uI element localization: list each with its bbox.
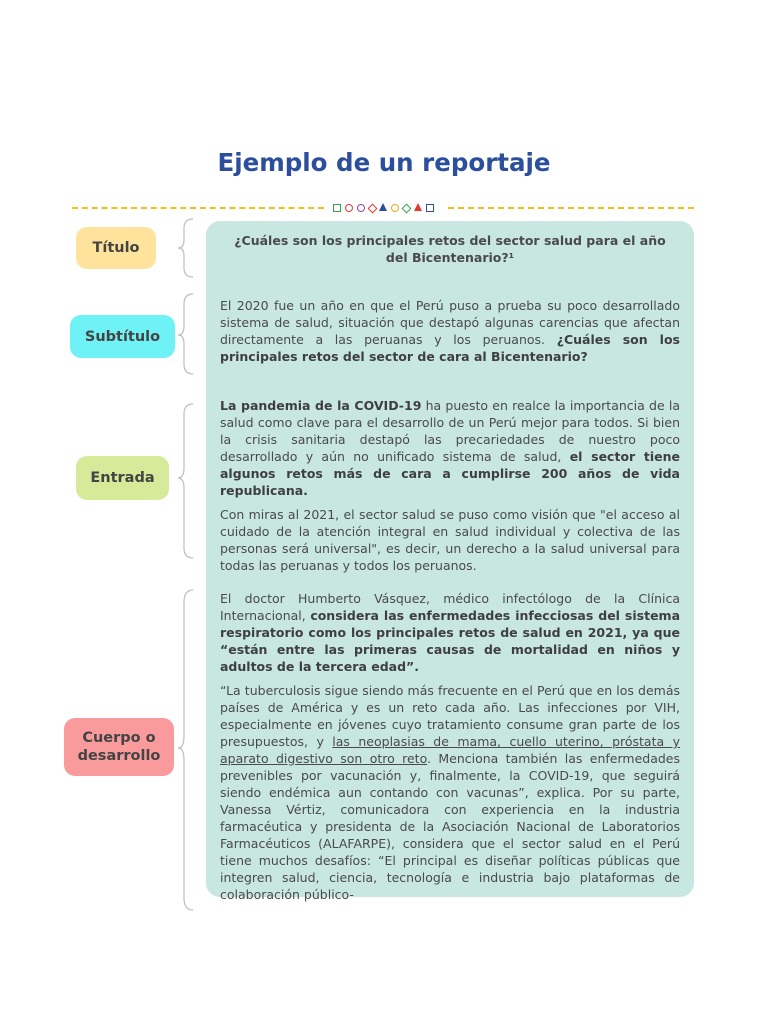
circle-icon: [391, 204, 399, 212]
circle-icon: [357, 204, 365, 212]
square-icon: [426, 204, 434, 212]
square-icon: [333, 204, 341, 212]
brace-titulo: [178, 219, 193, 277]
cuerpo-paragraph-1: [220, 590, 680, 675]
cuerpo-text-1: El doctor Humberto Vásquez, médico infectólogo de la Clínica Internacional,: [220, 591, 680, 623]
subtitle-text: El 2020 fue un año en que el Perú puso a prueba su poco desarrollado sistema de salud, situación que destapó algunas carencias que afectan directamente a las peruanas y los peruanos.: [220, 298, 680, 347]
cuerpo-text-2: “La tuberculosis sigue siendo más frecuente en el Perú que en los demás países de América y es un reto cada año. Las infecciones por VIH, especialmente en jóvenes cuyo tratamiento consume gran parte de los presupuestos, y: [220, 683, 680, 749]
label-titulo: Título: [76, 227, 156, 269]
label-cuerpo-line1: Cuerpo o: [82, 730, 156, 746]
entrada-bold-1: La pandemia de la COVID-19: [220, 398, 422, 413]
brace-cuerpo: [178, 590, 193, 910]
brace-subtitulo: [178, 294, 193, 374]
cuerpo-underlined: las neoplasias de mama, cuello uterino, próstata y aparato digestivo son otro reto: [220, 734, 680, 766]
cuerpo-bold-1: considera las enfermedades infecciosas del sistema respiratorio como los principales retos de salud en 2021, ya que “están entre las primeras causas de mortalidad en niños y adultos de la tercera edad”.: [220, 608, 681, 674]
entrada-paragraph-2: Con miras al 2021, el sector salud se puso como visión que "el acceso al cuidado de la atención integral en salud individual y colectiva de las personas será universal", es decir, un derecho a la salud universal para todas las peruanas y todos los peruanos.: [220, 507, 680, 573]
cuerpo-paragraph-2: [220, 682, 680, 903]
entrada-text-1: ha puesto en realce la importancia de la salud como clave para el desarrollo de un Perú mejor para todos. Si bien la crisis sanitaria destapó las precariedades de nuestro poco desarrollado y aún no unificado sistema de salud,: [220, 398, 680, 464]
subtitle-question: ¿Cuáles son los principales retos del sector de cara al Bicentenario?: [220, 332, 680, 364]
brace-entrada: [178, 404, 193, 558]
label-subtitulo: Subtítulo: [70, 315, 175, 358]
subtitle-paragraph: [220, 297, 680, 365]
dashed-divider-right: [448, 207, 694, 209]
decorative-shapes: [331, 202, 441, 214]
triangle-icon: [379, 203, 387, 211]
diamond-icon: [368, 204, 378, 214]
report-headline-line1: ¿Cuáles son los principales retos del sector salud para el año: [234, 233, 666, 248]
bracket-lines: [176, 0, 206, 1024]
entrada-paragraph-1: [220, 397, 680, 499]
label-entrada: Entrada: [76, 456, 169, 500]
cuerpo-section: [220, 590, 680, 903]
report-headline: [220, 232, 680, 266]
report-headline-line2: del Bicentenario?¹: [385, 250, 515, 265]
circle-icon: [345, 204, 353, 212]
label-cuerpo: [64, 718, 174, 776]
cuerpo-text-3: . Menciona también las enfermedades prevenibles por vacunación y, finalmente, la COVID-19, que seguirá siendo endémica aun contando con vacunas”, explica. Por su parte, Vanessa Vértiz, comunicadora con experiencia en la industria farmacéutica y presidenta de la Asociación Nacional de Laboratorios Farmacéuticos (ALAFARPE), considera que el sector salud en el Perú tiene muchos desafíos: “El principal es diseñar políticas públicas que integren salud, ciencia, tecnología e industria bajo plataformas de colaboración público-: [220, 751, 680, 902]
triangle-icon: [414, 203, 422, 211]
entrada-bold-2: el sector tiene algunos retos más de cara a cumplirse 200 años de vida republicana.: [220, 449, 680, 498]
page-title: Ejemplo de un reportaje: [217, 148, 551, 177]
label-cuerpo-line2: desarrollo: [77, 748, 161, 764]
diamond-icon: [402, 204, 412, 214]
entrada-section: [220, 397, 680, 574]
